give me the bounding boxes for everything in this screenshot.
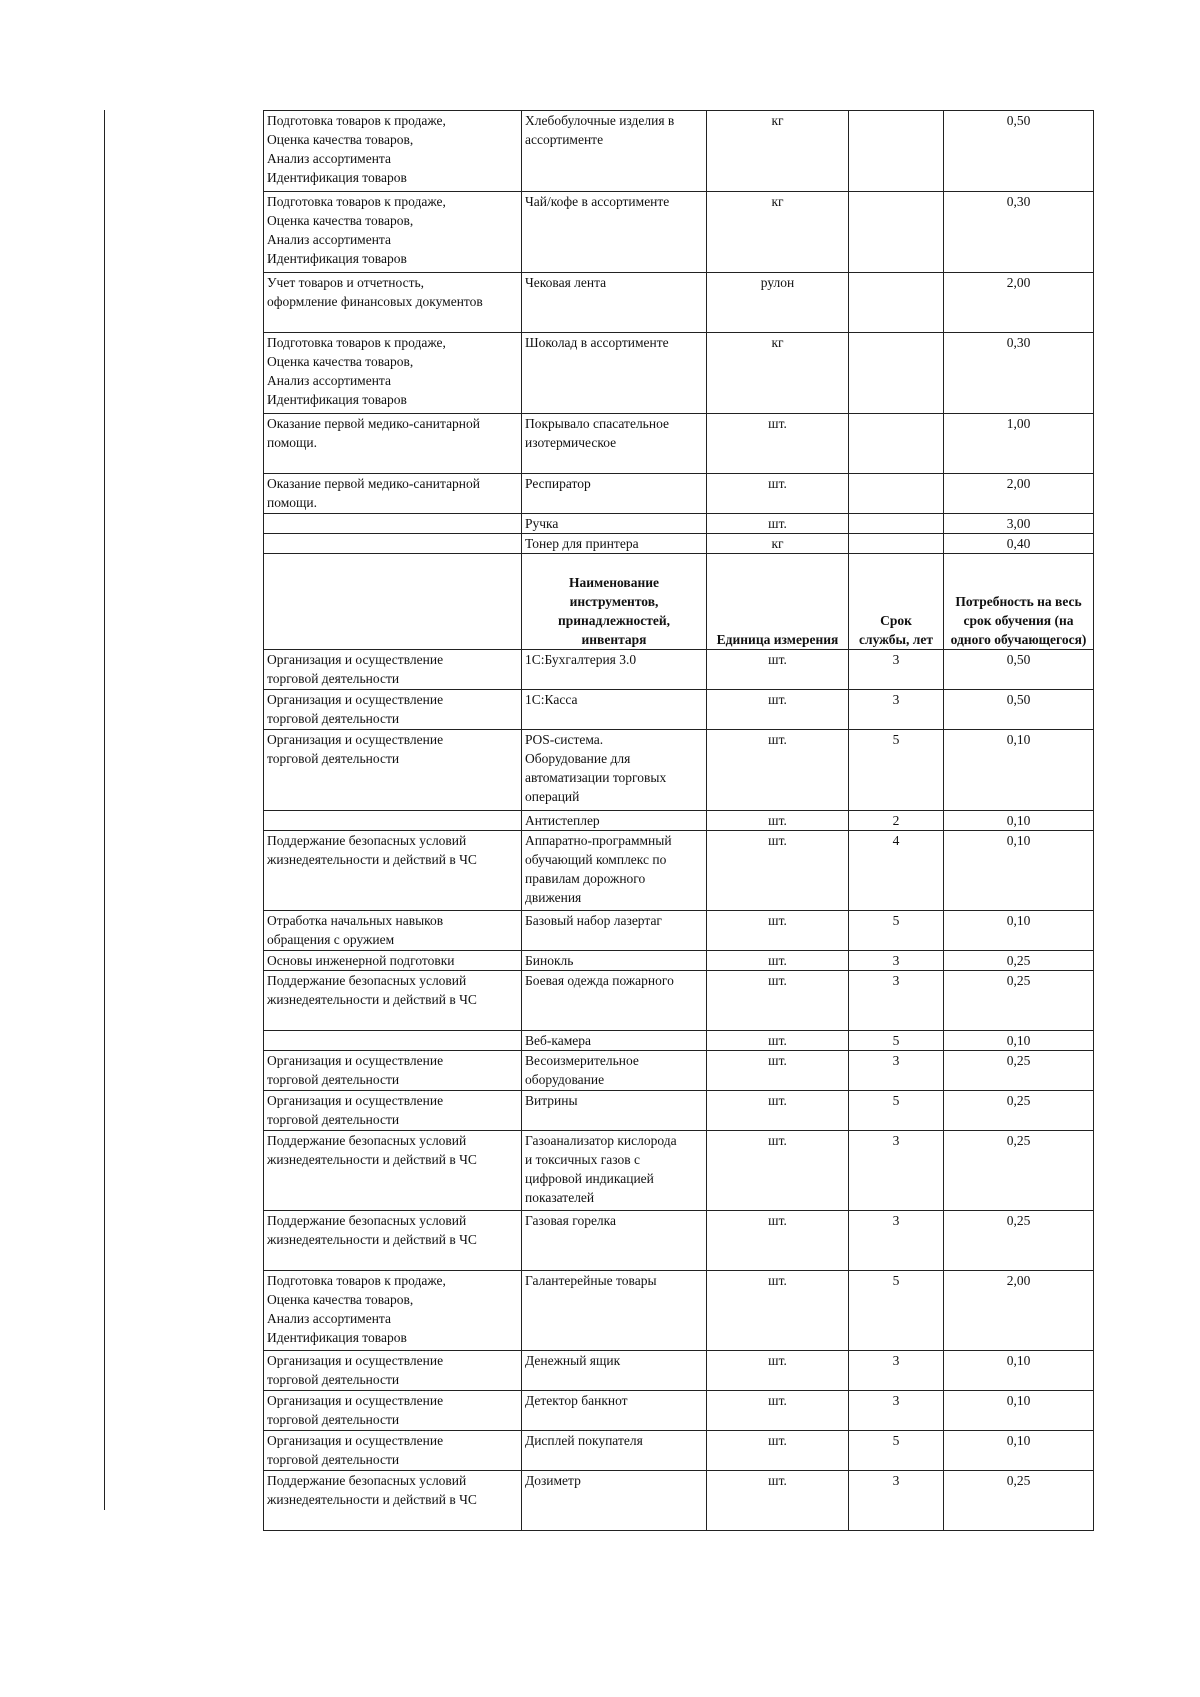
life-cell: 4 <box>849 831 944 911</box>
table-row <box>264 1091 1094 1131</box>
unit-cell: шт. <box>707 811 849 831</box>
life-cell: 3 <box>849 1391 944 1431</box>
table-row <box>264 474 1094 514</box>
need-cell: 0,10 <box>944 1351 1094 1391</box>
life-cell: 5 <box>849 1431 944 1471</box>
life-cell <box>849 333 944 414</box>
item-cell: Газовая горелка <box>522 1211 707 1271</box>
item-cell: Веб-камера <box>522 1031 707 1051</box>
need-cell: 0,25 <box>944 951 1094 971</box>
table-row <box>264 1431 1094 1471</box>
need-cell: 2,00 <box>944 1271 1094 1351</box>
item-cell: Газоанализатор кислорода и токсичных газов с цифровой индикацией показателей <box>522 1131 707 1211</box>
activity-cell: Поддержание безопасных условий жизнедеятельности и действий в ЧС <box>264 1471 522 1531</box>
table-row <box>264 1271 1094 1351</box>
activity-cell: Основы инженерной подготовки <box>264 951 522 971</box>
table-row <box>264 414 1094 474</box>
activity-cell: Отработка начальных навыков обращения с оружием <box>264 911 522 951</box>
need-cell: 0,10 <box>944 911 1094 951</box>
activity-cell: Организация и осуществление торговой деятельности <box>264 1431 522 1471</box>
unit-cell: шт. <box>707 1131 849 1211</box>
table-header-row <box>264 554 1094 650</box>
item-cell: Покрывало спасательное изотермическое <box>522 414 707 474</box>
table-row <box>264 1131 1094 1211</box>
activity-cell: Оказание первой медико-санитарной помощи. <box>264 414 522 474</box>
table-row <box>264 690 1094 730</box>
unit-cell: шт. <box>707 414 849 474</box>
unit-cell: шт. <box>707 911 849 951</box>
life-cell: 3 <box>849 650 944 690</box>
table-row <box>264 1211 1094 1271</box>
item-cell: Ручка <box>522 514 707 534</box>
need-cell: 0,25 <box>944 1091 1094 1131</box>
activity-cell: Организация и осуществление торговой деятельности <box>264 690 522 730</box>
unit-cell: шт. <box>707 690 849 730</box>
table-row <box>264 1391 1094 1431</box>
need-cell: 2,00 <box>944 474 1094 514</box>
activity-cell <box>264 811 522 831</box>
life-cell: 5 <box>849 1031 944 1051</box>
table-row <box>264 971 1094 1031</box>
life-cell <box>849 273 944 333</box>
need-cell: 0,10 <box>944 831 1094 911</box>
table-row <box>264 730 1094 811</box>
life-cell: 3 <box>849 1051 944 1091</box>
table-row <box>264 1031 1094 1051</box>
unit-cell: шт. <box>707 474 849 514</box>
item-cell: Бинокль <box>522 951 707 971</box>
table-row <box>264 534 1094 554</box>
life-cell: 3 <box>849 690 944 730</box>
need-cell: 2,00 <box>944 273 1094 333</box>
need-cell: 0,40 <box>944 534 1094 554</box>
unit-cell: шт. <box>707 1031 849 1051</box>
item-cell: Чай/кофе в ассортименте <box>522 192 707 273</box>
table-row <box>264 951 1094 971</box>
table-row <box>264 911 1094 951</box>
item-cell: Денежный ящик <box>522 1351 707 1391</box>
table-row <box>264 1051 1094 1091</box>
table-row <box>264 650 1094 690</box>
unit-cell: шт. <box>707 1431 849 1471</box>
item-cell: Антистеплер <box>522 811 707 831</box>
activity-cell: Подготовка товаров к продаже, Оценка качества товаров, Анализ ассортимента Идентификация товаров <box>264 192 522 273</box>
item-cell: POS-система. Оборудование для автоматизации торговых операций <box>522 730 707 811</box>
need-cell: 0,25 <box>944 1471 1094 1531</box>
unit-cell: кг <box>707 111 849 192</box>
item-cell: Витрины <box>522 1091 707 1131</box>
item-cell: Весоизмерительное оборудование <box>522 1051 707 1091</box>
activity-cell: Подготовка товаров к продаже, Оценка качества товаров, Анализ ассортимента Идентификация товаров <box>264 1271 522 1351</box>
need-cell: 0,30 <box>944 192 1094 273</box>
life-cell: 5 <box>849 730 944 811</box>
life-cell: 3 <box>849 1131 944 1211</box>
activity-cell: Учет товаров и отчетность, оформление финансовых документов <box>264 273 522 333</box>
activity-cell <box>264 1031 522 1051</box>
life-cell <box>849 111 944 192</box>
life-cell: 5 <box>849 911 944 951</box>
need-cell: 0,25 <box>944 971 1094 1031</box>
item-cell: Чековая лента <box>522 273 707 333</box>
activity-cell: Поддержание безопасных условий жизнедеятельности и действий в ЧС <box>264 971 522 1031</box>
unit-cell: шт. <box>707 971 849 1031</box>
activity-cell: Подготовка товаров к продаже, Оценка качества товаров, Анализ ассортимента Идентификация товаров <box>264 111 522 192</box>
page-margin-line <box>104 110 105 1510</box>
unit-cell: шт. <box>707 1351 849 1391</box>
life-cell <box>849 474 944 514</box>
unit-cell: шт. <box>707 1271 849 1351</box>
unit-cell: шт. <box>707 1391 849 1431</box>
unit-cell: шт. <box>707 1051 849 1091</box>
table-row <box>264 1471 1094 1531</box>
table-row <box>264 831 1094 911</box>
unit-cell: кг <box>707 192 849 273</box>
activity-cell: Оказание первой медико-санитарной помощи. <box>264 474 522 514</box>
table-row <box>264 811 1094 831</box>
item-cell: Дозиметр <box>522 1471 707 1531</box>
table-row <box>264 1351 1094 1391</box>
header-item-cell: Наименование инструментов, принадлежностей, инвентаря <box>522 554 707 650</box>
unit-cell: шт. <box>707 1471 849 1531</box>
need-cell: 1,00 <box>944 414 1094 474</box>
item-cell: Респиратор <box>522 474 707 514</box>
life-cell <box>849 534 944 554</box>
header-unit-cell: Единица измерения <box>707 554 849 650</box>
need-cell: 0,50 <box>944 650 1094 690</box>
need-cell: 0,10 <box>944 811 1094 831</box>
life-cell: 3 <box>849 1351 944 1391</box>
item-cell: Базовый набор лазертаг <box>522 911 707 951</box>
activity-cell: Организация и осуществление торговой деятельности <box>264 730 522 811</box>
activity-cell: Поддержание безопасных условий жизнедеятельности и действий в ЧС <box>264 831 522 911</box>
unit-cell: кг <box>707 534 849 554</box>
unit-cell: шт. <box>707 1091 849 1131</box>
activity-cell <box>264 534 522 554</box>
need-cell: 0,10 <box>944 730 1094 811</box>
activity-cell: Организация и осуществление торговой деятельности <box>264 1051 522 1091</box>
activity-cell: Организация и осуществление торговой деятельности <box>264 650 522 690</box>
need-cell: 0,25 <box>944 1211 1094 1271</box>
item-cell: Шоколад в ассортименте <box>522 333 707 414</box>
life-cell: 5 <box>849 1091 944 1131</box>
life-cell <box>849 192 944 273</box>
life-cell: 3 <box>849 1211 944 1271</box>
unit-cell: шт. <box>707 730 849 811</box>
item-cell: Аппаратно-программный обучающий комплекс по правилам дорожного движения <box>522 831 707 911</box>
unit-cell: шт. <box>707 650 849 690</box>
need-cell: 0,30 <box>944 333 1094 414</box>
item-cell: Тонер для принтера <box>522 534 707 554</box>
life-cell: 3 <box>849 951 944 971</box>
unit-cell: кг <box>707 333 849 414</box>
unit-cell: шт. <box>707 1211 849 1271</box>
life-cell <box>849 414 944 474</box>
life-cell: 3 <box>849 1471 944 1531</box>
activity-cell: Организация и осуществление торговой деятельности <box>264 1351 522 1391</box>
unit-cell: шт. <box>707 951 849 971</box>
unit-cell: рулон <box>707 273 849 333</box>
need-cell: 0,10 <box>944 1391 1094 1431</box>
item-cell: 1С:Бухгалтерия 3.0 <box>522 650 707 690</box>
life-cell: 3 <box>849 971 944 1031</box>
item-cell: Галантерейные товары <box>522 1271 707 1351</box>
item-cell: Детектор банкнот <box>522 1391 707 1431</box>
life-cell: 2 <box>849 811 944 831</box>
table-row <box>264 192 1094 273</box>
need-cell: 0,50 <box>944 690 1094 730</box>
item-cell: Хлебобулочные изделия в ассортименте <box>522 111 707 192</box>
table-row <box>264 333 1094 414</box>
activity-cell: Организация и осуществление торговой деятельности <box>264 1091 522 1131</box>
unit-cell: шт. <box>707 831 849 911</box>
need-cell: 3,00 <box>944 514 1094 534</box>
item-cell: Боевая одежда пожарного <box>522 971 707 1031</box>
life-cell <box>849 514 944 534</box>
activity-cell: Организация и осуществление торговой деятельности <box>264 1391 522 1431</box>
header-need-cell: Потребность на весь срок обучения (на одного обучающегося) <box>944 554 1094 650</box>
activity-cell: Подготовка товаров к продаже, Оценка качества товаров, Анализ ассортимента Идентификация товаров <box>264 333 522 414</box>
unit-cell: шт. <box>707 514 849 534</box>
header-life-cell: Срок службы, лет <box>849 554 944 650</box>
need-cell: 0,25 <box>944 1131 1094 1211</box>
activity-cell: Поддержание безопасных условий жизнедеятельности и действий в ЧС <box>264 1211 522 1271</box>
table-row <box>264 273 1094 333</box>
need-cell: 0,50 <box>944 111 1094 192</box>
need-cell: 0,10 <box>944 1431 1094 1471</box>
table-row <box>264 514 1094 534</box>
item-cell: Дисплей покупателя <box>522 1431 707 1471</box>
activity-cell: Поддержание безопасных условий жизнедеятельности и действий в ЧС <box>264 1131 522 1211</box>
need-cell: 0,10 <box>944 1031 1094 1051</box>
activity-cell <box>264 514 522 534</box>
need-cell: 0,25 <box>944 1051 1094 1091</box>
item-cell: 1С:Касса <box>522 690 707 730</box>
equipment-table <box>263 110 1094 1531</box>
life-cell: 5 <box>849 1271 944 1351</box>
header-activity-cell <box>264 554 522 650</box>
table-row <box>264 111 1094 192</box>
